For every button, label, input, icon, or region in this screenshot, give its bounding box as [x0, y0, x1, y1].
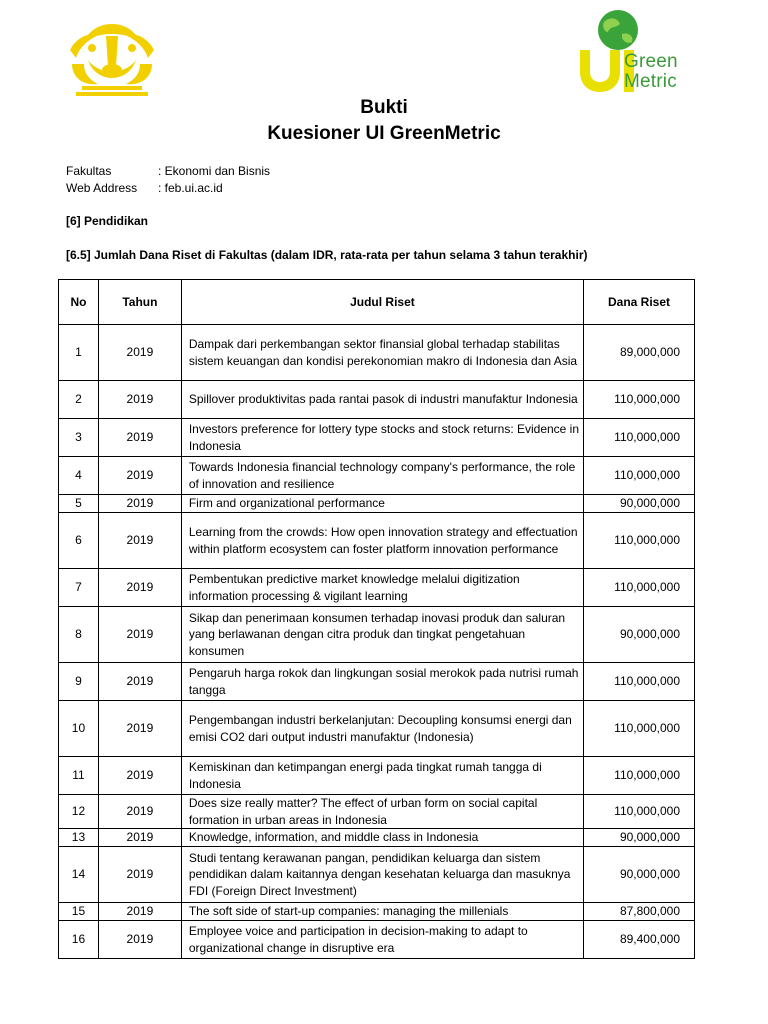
- cell-tahun: 2019: [98, 757, 181, 795]
- table-row: [59, 903, 695, 921]
- cell-dana: 110,000,000: [584, 757, 695, 795]
- cell-no: 16: [59, 921, 99, 959]
- info-fakultas: [66, 163, 270, 179]
- cell-judul: Kemiskinan dan ketimpangan energi pada tingkat rumah tangga di Indonesia: [181, 757, 583, 795]
- cell-no: 3: [59, 419, 99, 457]
- cell-tahun: 2019: [98, 847, 181, 903]
- cell-judul: Firm and organizational performance: [181, 495, 583, 513]
- subsection-heading: [6.5] Jumlah Dana Riset di Fakultas (dalam IDR, rata-rata per tahun selama 3 tahun terakhir): [66, 248, 588, 262]
- cell-tahun: 2019: [98, 325, 181, 381]
- cell-dana: 110,000,000: [584, 701, 695, 757]
- cell-judul: Investors preference for lottery type stocks and stock returns: Evidence in Indonesia: [181, 419, 583, 457]
- cell-tahun: 2019: [98, 495, 181, 513]
- ui-greenmetric-logo: [574, 8, 706, 94]
- info-web-address: [66, 180, 223, 196]
- table-row: [59, 495, 695, 513]
- table-header-row: [59, 280, 695, 325]
- page-title-line1: Bukti: [360, 97, 408, 118]
- cell-judul: Knowledge, information, and middle class in Indonesia: [181, 829, 583, 847]
- table-row: [59, 381, 695, 419]
- info-web-value: : feb.ui.ac.id: [158, 181, 223, 195]
- info-web-label: Web Address: [66, 181, 138, 195]
- table-row: [59, 847, 695, 903]
- cell-tahun: 2019: [98, 829, 181, 847]
- research-fund-table: [58, 279, 695, 959]
- cell-judul: Sikap dan penerimaan konsumen terhadap inovasi produk dan saluran yang berlawanan dengan citra produk dan tingkat pengetahuan konsumen: [181, 607, 583, 663]
- column-header-judul: Judul Riset: [181, 280, 583, 325]
- cell-tahun: 2019: [98, 701, 181, 757]
- cell-tahun: 2019: [98, 513, 181, 569]
- cell-no: 12: [59, 795, 99, 829]
- cell-no: 13: [59, 829, 99, 847]
- cell-dana: 110,000,000: [584, 513, 695, 569]
- cell-judul: Employee voice and participation in decision-making to adapt to organizational change in disruptive era: [181, 921, 583, 959]
- cell-dana: 89,400,000: [584, 921, 695, 959]
- cell-judul: Pengembangan industri berkelanjutan: Decoupling konsumsi energi dan emisi CO2 dari output industri manufaktur (Indonesia): [181, 701, 583, 757]
- cell-tahun: 2019: [98, 381, 181, 419]
- table-row: [59, 795, 695, 829]
- table-row: [59, 325, 695, 381]
- table-row: [59, 757, 695, 795]
- greenmetric-word-metric: Metric: [624, 71, 677, 92]
- cell-no: 7: [59, 569, 99, 607]
- cell-dana: 110,000,000: [584, 419, 695, 457]
- cell-no: 6: [59, 513, 99, 569]
- cell-judul: Pengaruh harga rokok dan lingkungan sosial merokok pada nutrisi rumah tangga: [181, 663, 583, 701]
- cell-tahun: 2019: [98, 607, 181, 663]
- cell-dana: 110,000,000: [584, 569, 695, 607]
- cell-dana: 90,000,000: [584, 495, 695, 513]
- makara-emblem-icon: [62, 20, 162, 102]
- cell-judul: Dampak dari perkembangan sektor finansial global terhadap stabilitas sistem keuangan dan kondisi perekonomian makro di Indonesia dan Asia: [181, 325, 583, 381]
- info-fakultas-value: : Ekonomi dan Bisnis: [158, 164, 271, 178]
- table-row: [59, 701, 695, 757]
- cell-tahun: 2019: [98, 795, 181, 829]
- cell-tahun: 2019: [98, 663, 181, 701]
- cell-no: 5: [59, 495, 99, 513]
- cell-tahun: 2019: [98, 903, 181, 921]
- cell-judul: Pembentukan predictive market knowledge melalui digitization information processing & vigilant learning: [181, 569, 583, 607]
- cell-judul: Studi tentang kerawanan pangan, pendidikan keluarga dan sistem pendidikan dalam kaitannya dengan kesehatan keluarga dan masuknya FDI (Foreign Direct Investment): [181, 847, 583, 903]
- table-row: [59, 513, 695, 569]
- table-row: [59, 829, 695, 847]
- cell-judul: The soft side of start-up companies: managing the millenials: [181, 903, 583, 921]
- cell-no: 15: [59, 903, 99, 921]
- cell-dana: 110,000,000: [584, 663, 695, 701]
- cell-tahun: 2019: [98, 921, 181, 959]
- page-title-line2: Kuesioner UI GreenMetric: [267, 123, 501, 144]
- cell-dana: 110,000,000: [584, 381, 695, 419]
- cell-no: 2: [59, 381, 99, 419]
- cell-dana: 110,000,000: [584, 457, 695, 495]
- cell-no: 10: [59, 701, 99, 757]
- cell-no: 8: [59, 607, 99, 663]
- cell-judul: Does size really matter? The effect of urban form on social capital formation in urban areas in Indonesia: [181, 795, 583, 829]
- column-header-dana: Dana Riset: [584, 280, 695, 325]
- cell-dana: 90,000,000: [584, 607, 695, 663]
- cell-no: 11: [59, 757, 99, 795]
- cell-no: 14: [59, 847, 99, 903]
- section-heading: [6] Pendidikan: [66, 214, 149, 228]
- cell-no: 1: [59, 325, 99, 381]
- cell-tahun: 2019: [98, 419, 181, 457]
- cell-dana: 89,000,000: [584, 325, 695, 381]
- table-row: [59, 663, 695, 701]
- cell-judul: Towards Indonesia financial technology company's performance, the role of innovation and resilience: [181, 457, 583, 495]
- ui-makara-logo: [62, 20, 162, 102]
- table-row: [59, 607, 695, 663]
- cell-judul: Learning from the crowds: How open innovation strategy and effectuation within platform ecosystem can foster platform innovation performance: [181, 513, 583, 569]
- cell-dana: 90,000,000: [584, 847, 695, 903]
- cell-no: 9: [59, 663, 99, 701]
- cell-no: 4: [59, 457, 99, 495]
- column-header-tahun: Tahun: [98, 280, 181, 325]
- column-header-no: No: [59, 280, 99, 325]
- table-row: [59, 569, 695, 607]
- cell-judul: Spillover produktivitas pada rantai pasok di industri manufaktur Indonesia: [181, 381, 583, 419]
- table-row: [59, 419, 695, 457]
- cell-dana: 87,800,000: [584, 903, 695, 921]
- table-row: [59, 921, 695, 959]
- greenmetric-word-green: Green: [624, 51, 678, 72]
- cell-tahun: 2019: [98, 569, 181, 607]
- info-fakultas-label: Fakultas: [66, 164, 112, 178]
- cell-tahun: 2019: [98, 457, 181, 495]
- cell-dana: 110,000,000: [584, 795, 695, 829]
- table-row: [59, 457, 695, 495]
- cell-dana: 90,000,000: [584, 829, 695, 847]
